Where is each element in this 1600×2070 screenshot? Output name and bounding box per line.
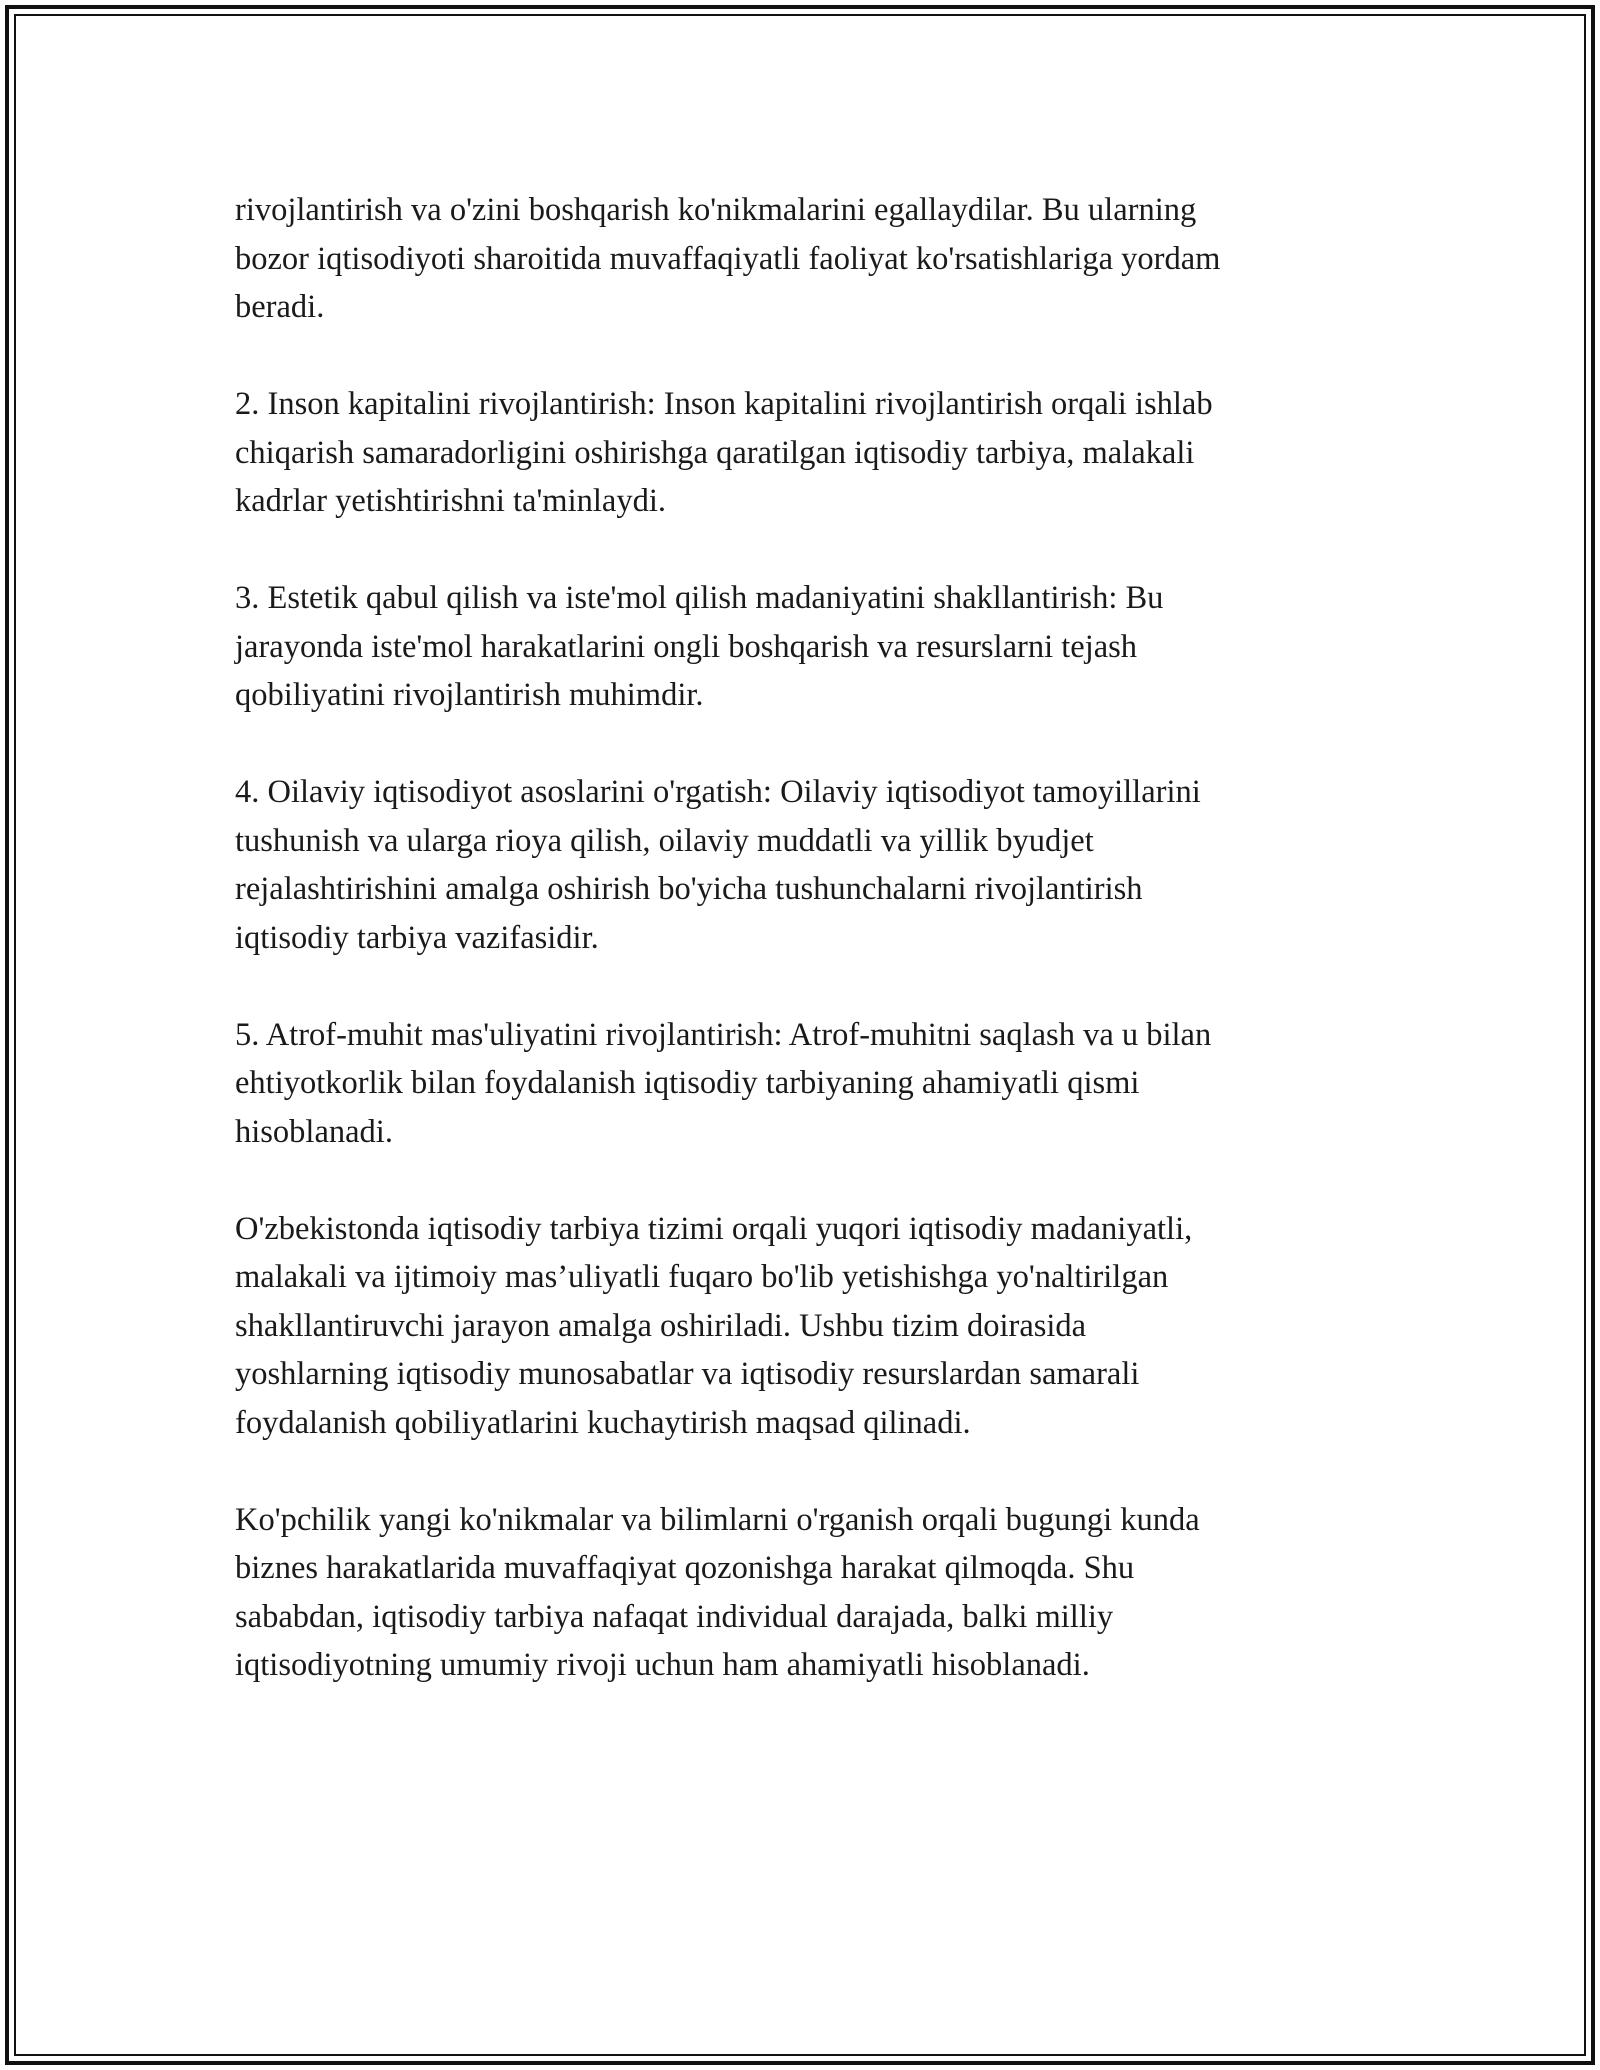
- text-line: O'zbekistonda iqtisodiy tarbiya tizimi orqali yuqori iqtisodiy madaniyatli,: [235, 1210, 1193, 1247]
- document-body: [235, 186, 1365, 1738]
- text-line: ehtiyotkorlik bilan foydalanish iqtisodiy tarbiyaning ahamiyatli qismi: [235, 1065, 1140, 1101]
- paragraph-uzbekistan: [235, 1205, 1365, 1448]
- text-line: beradi.: [235, 289, 325, 325]
- text-line: sababdan, iqtisodiy tarbiya nafaqat individual darajada, balki milliy: [235, 1598, 1114, 1635]
- text-line: hisoblanadi.: [235, 1113, 393, 1150]
- text-line: biznes harakatlarida muvaffaqiyat qozonishga harakat qilmoqda. Shu: [235, 1550, 1135, 1586]
- paragraph-item-2: [235, 380, 1365, 526]
- text-line: 2. Inson kapitalini rivojlantirish: Inson kapitalini rivojlantirish orqali ishlab: [235, 386, 1213, 422]
- text-line: kadrlar yetishtirishni ta'minlaydi.: [235, 483, 666, 519]
- text-line: 3. Estetik qabul qilish va iste'mol qilish madaniyatini shakllantirish: Bu: [235, 580, 1164, 616]
- paragraph-intro-continuation: [235, 186, 1365, 332]
- text-line: yoshlarning iqtisodiy munosabatlar va iqtisodiy resurslardan samarali: [235, 1356, 1140, 1392]
- text-line: 4. Oilaviy iqtisodiyot asoslarini o'rgatish: Oilaviy iqtisodiyot tamoyillarini: [235, 774, 1201, 810]
- paragraph-conclusion: [235, 1496, 1365, 1690]
- paragraph-item-4: [235, 768, 1365, 962]
- text-line: 5. Atrof-muhit mas'uliyatini rivojlantirish: Atrof-muhitni saqlash va u bilan: [235, 1016, 1212, 1053]
- text-line: rejalashtirishini amalga oshirish bo'yicha tushunchalarni rivojlantirish: [235, 871, 1143, 907]
- text-line: foydalanish qobiliyatlarini kuchaytirish maqsad qilinadi.: [235, 1404, 971, 1441]
- text-line: iqtisodiyotning umumiy rivoji uchun ham ahamiyatli hisoblanadi.: [235, 1647, 1090, 1683]
- text-line: tushunish va ularga rioya qilish, oilaviy muddatli va yillik byudjet: [235, 822, 1094, 859]
- text-line: chiqarish samaradorligini oshirishga qaratilgan iqtisodiy tarbiya, malakali: [235, 434, 1195, 471]
- text-line: jarayonda iste'mol harakatlarini ongli boshqarish va resurslarni tejash: [235, 628, 1138, 665]
- paragraph-item-5: [235, 1011, 1365, 1157]
- text-line: malakali va ijtimoiy mas’uliyatli fuqaro bo'lib yetishishga yo'naltirilgan: [235, 1259, 1169, 1295]
- text-line: shakllantiruvchi jarayon amalga oshiriladi. Ushbu tizim doirasida: [235, 1307, 1087, 1344]
- text-line: bozor iqtisodiyoti sharoitida muvaffaqiyatli faoliyat ko'rsatishlariga yordam: [235, 240, 1221, 277]
- text-line: iqtisodiy tarbiya vazifasidir.: [235, 919, 599, 956]
- text-line: Ko'pchilik yangi ko'nikmalar va bilimlarni o'rganish orqali bugungi kunda: [235, 1501, 1200, 1538]
- text-line: rivojlantirish va o'zini boshqarish ko'nikmalarini egallaydilar. Bu ularning: [235, 192, 1197, 228]
- paragraph-item-3: [235, 574, 1365, 720]
- text-line: qobiliyatini rivojlantirish muhimdir.: [235, 677, 704, 713]
